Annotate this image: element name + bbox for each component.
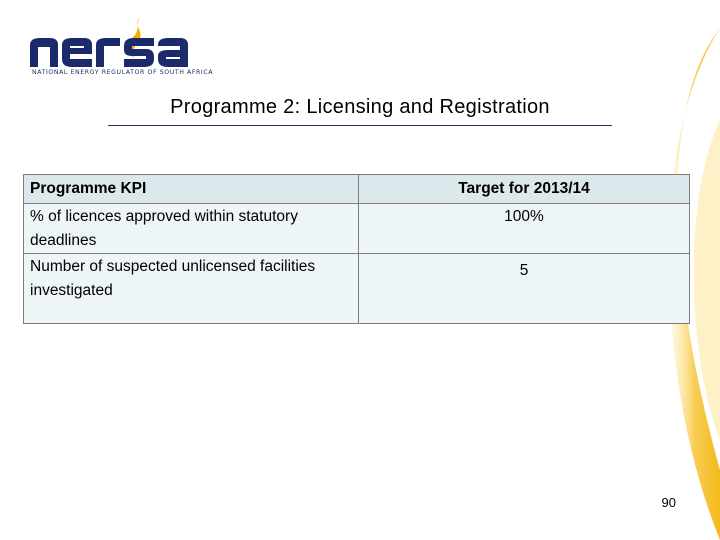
table-header-row (24, 175, 690, 204)
page-title: Programme 2: Licensing and Registration (170, 96, 550, 118)
page-number: 90 (661, 495, 676, 510)
header-target: Target for 2013/14 (359, 175, 690, 204)
kpi-cell: Number of suspected unlicensed facilities investigated (24, 254, 359, 324)
nersa-wordmark-icon (28, 12, 218, 70)
logo-subtitle: NATIONAL ENERGY REGULATOR OF SOUTH AFRICA (32, 69, 214, 76)
title-underline (108, 125, 612, 126)
kpi-table (23, 174, 690, 324)
nersa-logo (28, 12, 218, 80)
table-row (24, 204, 690, 254)
kpi-cell: % of licences approved within statutory deadlines (24, 204, 359, 254)
table-row (24, 254, 690, 324)
target-cell: 100% (359, 204, 690, 254)
header-programme-kpi: Programme KPI (24, 175, 359, 204)
target-cell: 5 (359, 254, 690, 324)
